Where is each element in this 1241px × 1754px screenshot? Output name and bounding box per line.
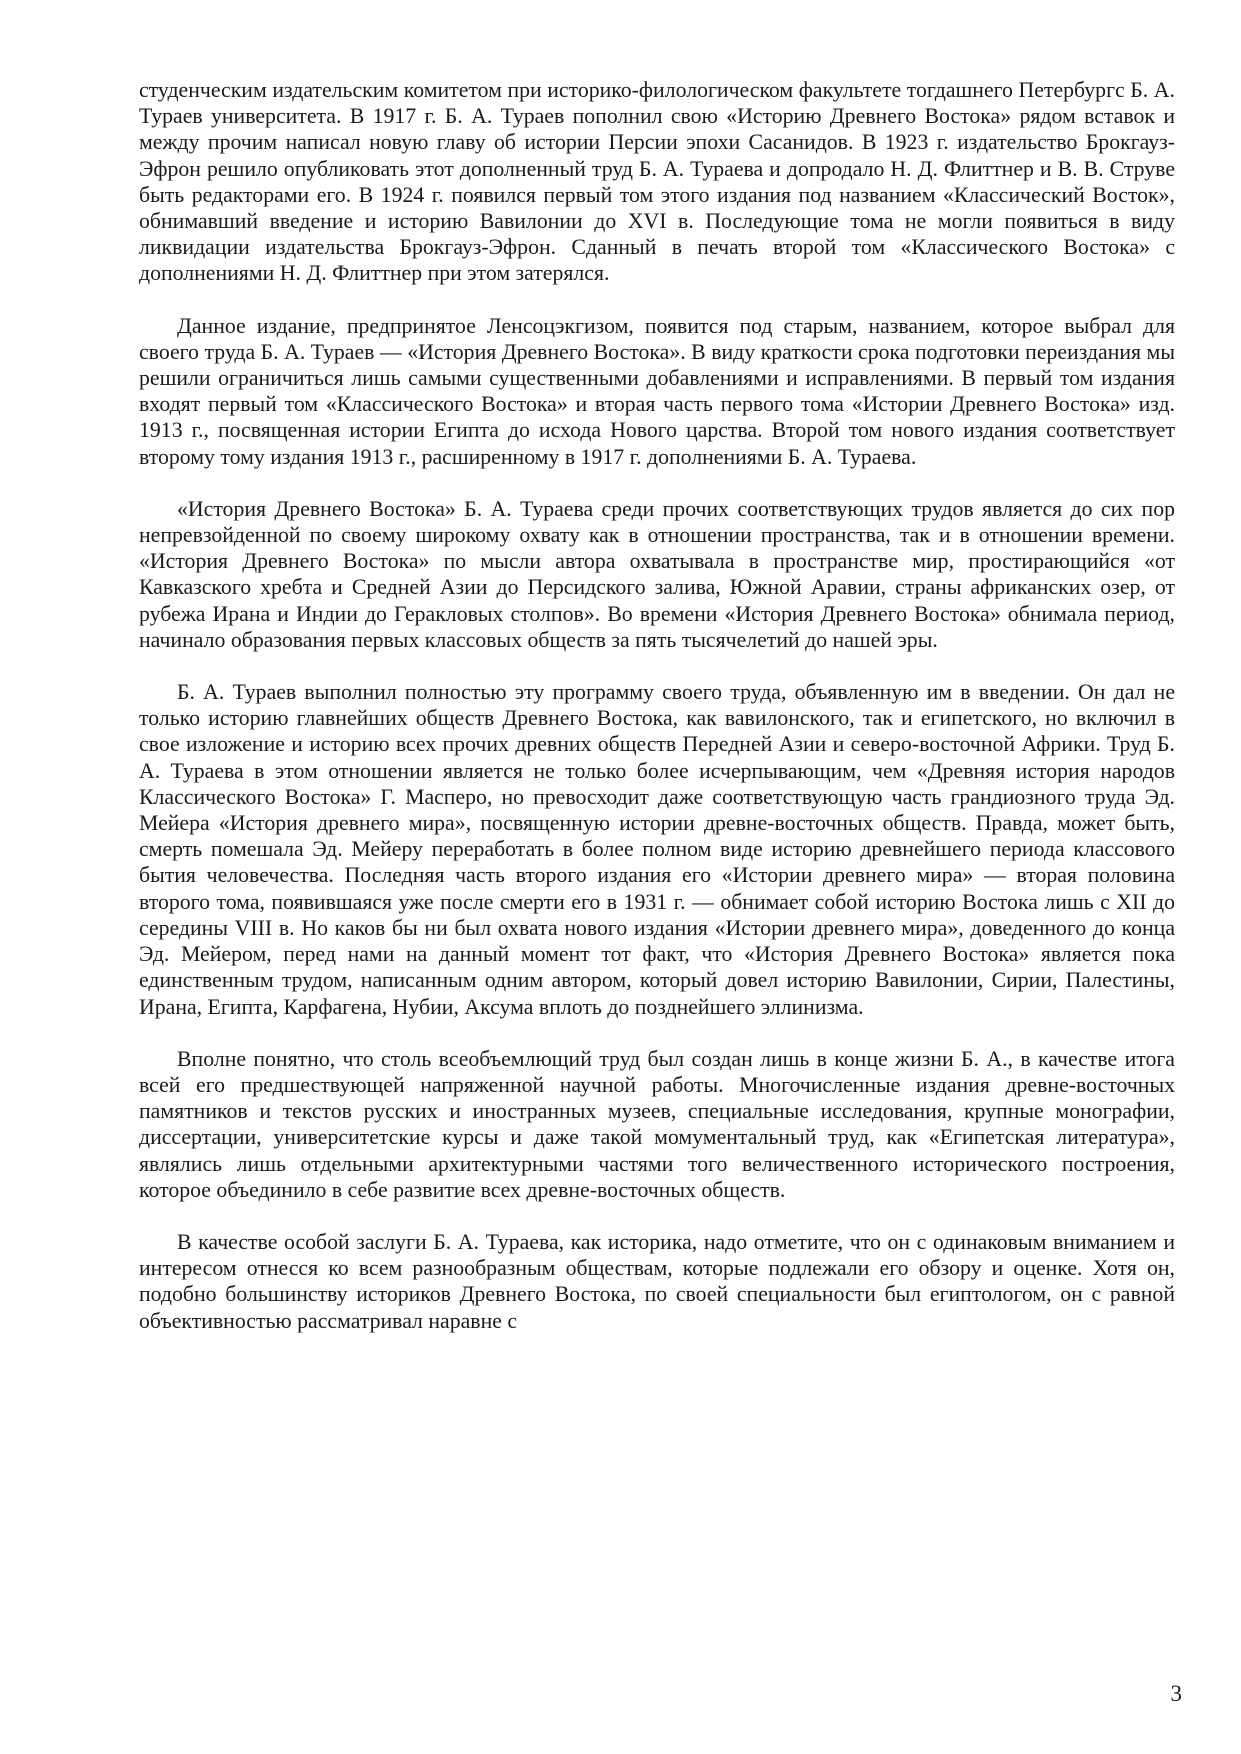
body-text xyxy=(139,77,1175,1360)
paragraph-6: В качестве особой заслуги Б. А. Тураева, как историка, надо отметите, что он с одинаковым вниманием и интересом отнесся ко всем разнообразным обществам, которые подлежали его обзору и оценке. Хотя он, подобно большинству историков Древнего Востока, по своей специальности был египтологом, он с равной объективностью рассматривал наравне с xyxy=(139,1229,1175,1333)
paragraph-2: Данное издание, предпринятое Ленсоцэкгизом, появится под старым, названием, которое выбрал для своего труда Б. А. Тураев — «История Древнего Востока». В виду краткости срока подготовки переиздания мы решили ограничиться лишь самыми существенными добавлениями и исправлениями. В первый том издания входят первый том «Классического Востока» и вторая часть первого тома «Истории Древнего Востока» изд. 1913 г., посвященная истории Египта до исхода Нового царства. Второй том нового издания соответствует второму тому издания 1913 г., расширенному в 1917 г. дополнениями Б. А. Тураева. xyxy=(139,313,1175,469)
paragraph-3: «История Древнего Востока» Б. А. Тураева среди прочих соответствующих трудов является до сих пор непревзойденной по своему широкому охвату как в отношении пространства, так и в отношении времени. «История Древнего Востока» по мысли автора охватывала в пространстве мир, простирающийся «от Кавказского хребта и Средней Азии до Персидского залива, Южной Аравии, страны африканских озер, от рубежа Ирана и Индии до Геракловых столпов». Во времени «История Древнего Востока» обнимала период, начинало образования первых классовых обществ за пять тысячелетий до нашей эры. xyxy=(139,496,1175,652)
paragraph-1: студенческим издательским комитетом при историко-филологическом факультете тогдашнего Петербургс Б. А. Тураев университета. В 1917 г. Б. А. Тураев пополнил свою «Историю Древнего Востока» рядом вставок и между прочим написал новую главу об истории Персии эпохи Сасанидов. В 1923 г. издательство Брокгауз-Эфрон решило опубликовать этот дополненный труд Б. А. Тураева и допродало Н. Д. Флиттнер и В. В. Струве быть редакторами его. В 1924 г. появился первый том этого издания под названием «Классический Восток», обнимавший введение и историю Вавилонии до XVI в. Последующие тома не могли появиться в виду ликвидации издательства Брокгауз-Эфрон. Сданный в печать второй том «Классического Востока» с дополнениями Н. Д. Флиттнер при этом затерялся. xyxy=(139,78,1175,286)
paragraph-5: Вполне понятно, что столь всеобъемлющий труд был создан лишь в конце жизни Б. А., в качестве итога всей его предшествующей напряженной научной работы. Многочисленные издания древне-восточных памятников и текстов русских и иностранных музеев, специальные исследования, крупные монографии, диссертации, университетские курсы и даже такой момументальный труд, как «Египетская литература», являлись лишь отдельными архитектурными частями того величественного исторического построения, которое объединило в себе развитие всех древне-восточных обществ. xyxy=(139,1046,1175,1202)
page-number: 3 xyxy=(1170,1681,1182,1706)
paragraph-4: Б. А. Тураев выполнил полностью эту программу своего труда, объявленную им в введении. Он дал не только историю главнейших обществ Древнего Востока, как вавилонского, так и египетского, но включил в свое изложение и историю всех прочих древних обществ Передней Азии и северо-восточной Африки. Труд Б. А. Тураева в этом отношении является не только более исчерпывающим, чем «Древняя история народов Классического Востока» Г. Масперо, но превосходит даже соответствующую часть грандиозного труда Эд. Мейера «История древнего мира», посвященную истории древне-восточных обществ. Правда, может быть, смерть помешала Эд. Мейеру переработать в более полном виде историю древнейшего периода классового бытия человечества. Последняя часть второго издания его «Истории древнего мира» — вторая половина второго тома, появившаяся уже после смерти его в 1931 г. — обнимает собой историю Востока лишь с XII до середины VIII в. Но каков бы ни был охвата нового издания «Истории древнего мира», доведенного до конца Эд. Мейером, перед нами на данный момент тот факт, что «История Древнего Востока» является пока единственным трудом, написанным одним автором, который довел историю Вавилонии, Сирии, Палестины, Ирана, Египта, Карфагена, Нубии, Аксума вплоть до позднейшего эллинизма. xyxy=(139,680,1175,1019)
